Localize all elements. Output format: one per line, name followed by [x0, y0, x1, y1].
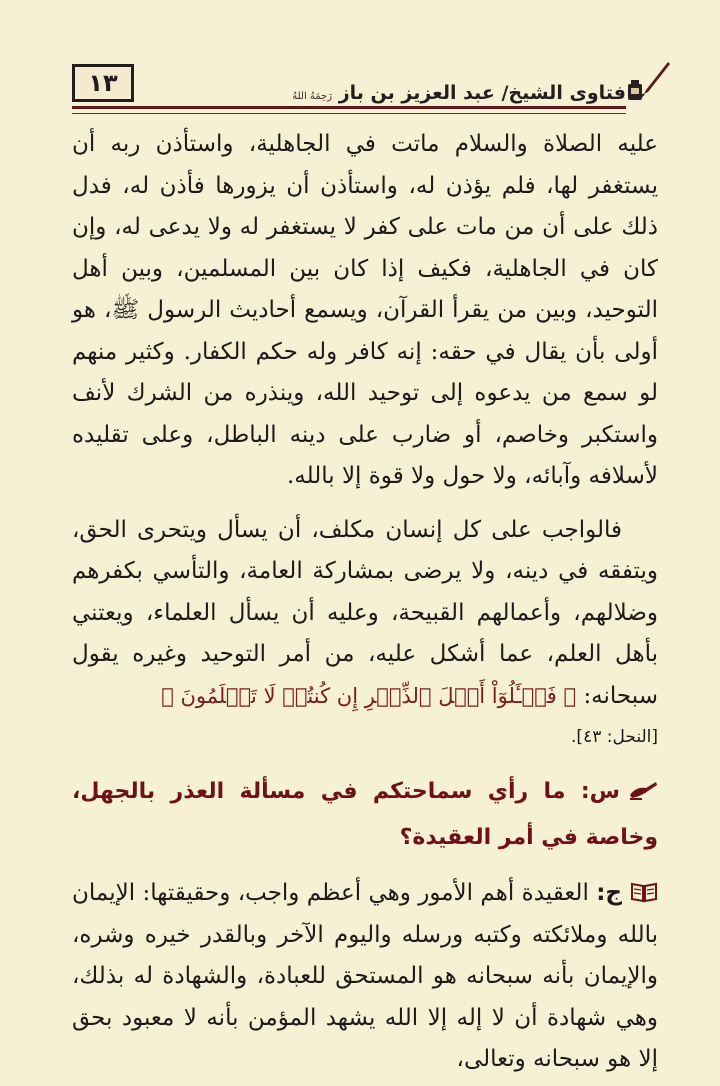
honorific-text: رَحِمَهُ اللهُ [292, 91, 333, 102]
paragraph-1: عليه الصلاة والسلام ماتت في الجاهلية، واستأذن ربه أن يستغفر لها، فلم يؤذن له، واستأذن أن يزورها فأذن له، فدل ذلك على أن من مات على كفر لا يستغفر له ولا يدعى له، وإن كان في الجاهلية، فكيف إذا كان بين المسلمين، وبين أهل التوحيد، وبين من يقرأ القرآن، ويسمع أحاديث الرسول ﷺ، هو أولى بأن يقال في حقه: إنه كافر وله حكم الكفار. وكثير منهم لو سمع من يدعوه إلى توحيد الله، وينذره من الشرك لأنف واستكبر وخاصم، أو ضارب على دينه الباطل، وعلى تقليده لأسلافه وآبائه، ولا حول ولا قوة إلا بالله. [72, 131, 658, 489]
header-rule [72, 106, 626, 109]
open-book-icon [630, 881, 658, 903]
header-rule-thin [72, 113, 626, 114]
paragraph-2-text: فالواجب على كل إنسان مكلف، أن يسأل ويتحرى الحق، ويتفقه في دينه، ولا يرضى بمشاركة العامة، والتأسي بكفرهم وضلالهم، وأعمالهم القبيحة، وعليه أن يسأل العلماء، ويعتني بأهل العلم، عما أشكل عليه، من أمر التوحيد وغيره يقول سبحانه: [72, 516, 658, 709]
page-content [72, 124, 658, 1081]
quran-verse: ﴿ فَسۡـَٔلُوٓاْ أَهۡلَ ٱلذِّكۡرِ إِن كُنتُمۡ لَا تَعۡلَمُونَ ﴾ [161, 683, 577, 708]
running-title-text: فتاوى الشيخ/ عبد العزيز بن باز [338, 82, 626, 104]
question [72, 769, 658, 861]
answer-label: ج: [596, 880, 623, 906]
verse-citation: [النحل: ٤٣]. [571, 727, 658, 747]
page-number: ١٣ [72, 64, 134, 102]
writing-hand-icon [628, 779, 658, 801]
answer-text: العقيدة أهم الأمور وهي أعظم واجب، وحقيقتها: الإيمان بالله وملائكته وكتبه ورسله واليوم الآخر وبالقدر خيره وشره، والإيمان بأنه سبحانه هو المستحق للعبادة، والشهادة له بذلك، وهي شهادة أن لا إله إلا الله يشهد المؤمن بأنه لا معبود بحق إلا هو سبحانه وتعالى، [72, 880, 658, 1072]
page-header [72, 64, 670, 116]
question-text: س: ما رأي سماحتكم في مسألة العذر بالجهل، وخاصة في أمر العقيدة؟ [72, 779, 658, 850]
answer [72, 873, 658, 1081]
pen-and-inkwell-icon [624, 60, 670, 106]
paragraph-2 [72, 510, 658, 718]
running-title [292, 82, 626, 104]
